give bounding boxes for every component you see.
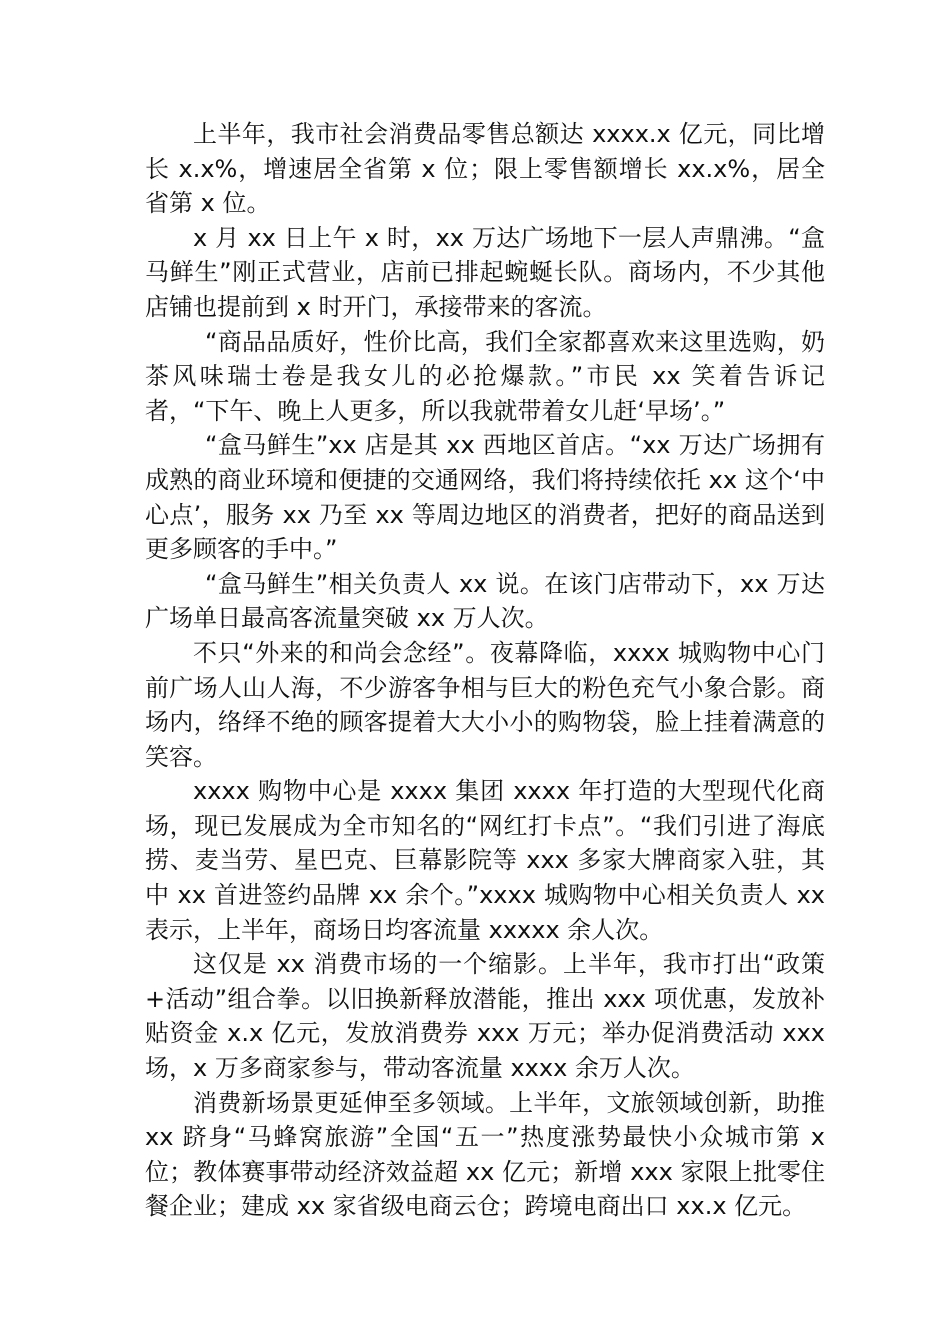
paragraph-wanda-opening: x 月 xx 日上午 x 时，xx 万达广场地下一层人声鼎沸。“盒马鲜生”刚正式营业，店前已排起蜿蜒长队。商场内，不少其他店铺也提前到 x 时开门，承接带来的客流。 xyxy=(145,223,825,321)
paragraph-shopping-center: xxxx 购物中心是 xxxx 集团 xxxx 年打造的大型现代化商场，现已发展成为全市知名的“网红打卡点”。“我们引进了海底捞、麦当劳、星巴克、巨幕影院等 xxx 多家大牌商家入驻，其中 xx 首进签约品牌 xx 余个。”xxxx 城购物中心相关负责人 xx 表示，上半年，商场日均客流量 xxxxx 余人次。 xyxy=(145,777,825,944)
paragraph-retail-sales: 上半年，我市社会消费品零售总额达 xxxx.x 亿元，同比增长 x.x%，增速居全省第 x 位；限上零售额增长 xx.x%，居全省第 x 位。 xyxy=(145,120,825,218)
paragraph-new-scenarios: 消费新场景更延伸至多领域。上半年，文旅领域创新，助推 xx 跻身“马蜂窝旅游”全国“五一”热度涨势最快小众城市第 x 位；教体赛事带动经济效益超 xx 亿元；新增 xxx 家限上批零住餐企业；建成 xx 家省级电商云仓；跨境电商出口 xx.x 亿元。 xyxy=(145,1088,825,1221)
paragraph-citizen-quote: “商品品质好，性价比高，我们全家都喜欢来这里选购，奶茶风味瑞士卷是我女儿的必抢爆款。”市民 xx 笑着告诉记者，“下午、晚上人更多，所以我就带着女儿赶‘早场’。” xyxy=(145,327,825,425)
document-body xyxy=(145,117,825,1224)
paragraph-hema-first-store: “盒马鲜生”xx 店是其 xx 西地区首店。“xx 万达广场拥有成熟的商业环境和便捷的交通网络，我们将持续依托 xx 这个‘中心点’，服务 xx 乃至 xx 等周边地区的消费者，把好的商品送到更多顾客的手中。” xyxy=(145,431,825,564)
paragraph-policy-activities: 这仅是 xx 消费市场的一个缩影。上半年，我市打出“政策+活动”组合拳。以旧换新释放潜能，推出 xxx 项优惠，发放补贴资金 x.x 亿元，发放消费券 xxx 万元；举办促消费活动 xxx 场，x 万多商家参与，带动客流量 xxxx 余万人次。 xyxy=(145,950,825,1083)
paragraph-night-plaza: 不只“外来的和尚会念经”。夜幕降临，xxxx 城购物中心门前广场人山人海，不少游客争相与巨大的粉色充气小象合影。商场内，络绎不绝的顾客提着大大小小的购物袋，脸上挂着满意的笑容。 xyxy=(145,638,825,771)
paragraph-hema-manager: “盒马鲜生”相关负责人 xx 说。在该门店带动下，xx 万达广场单日最高客流量突破 xx 万人次。 xyxy=(145,569,825,633)
